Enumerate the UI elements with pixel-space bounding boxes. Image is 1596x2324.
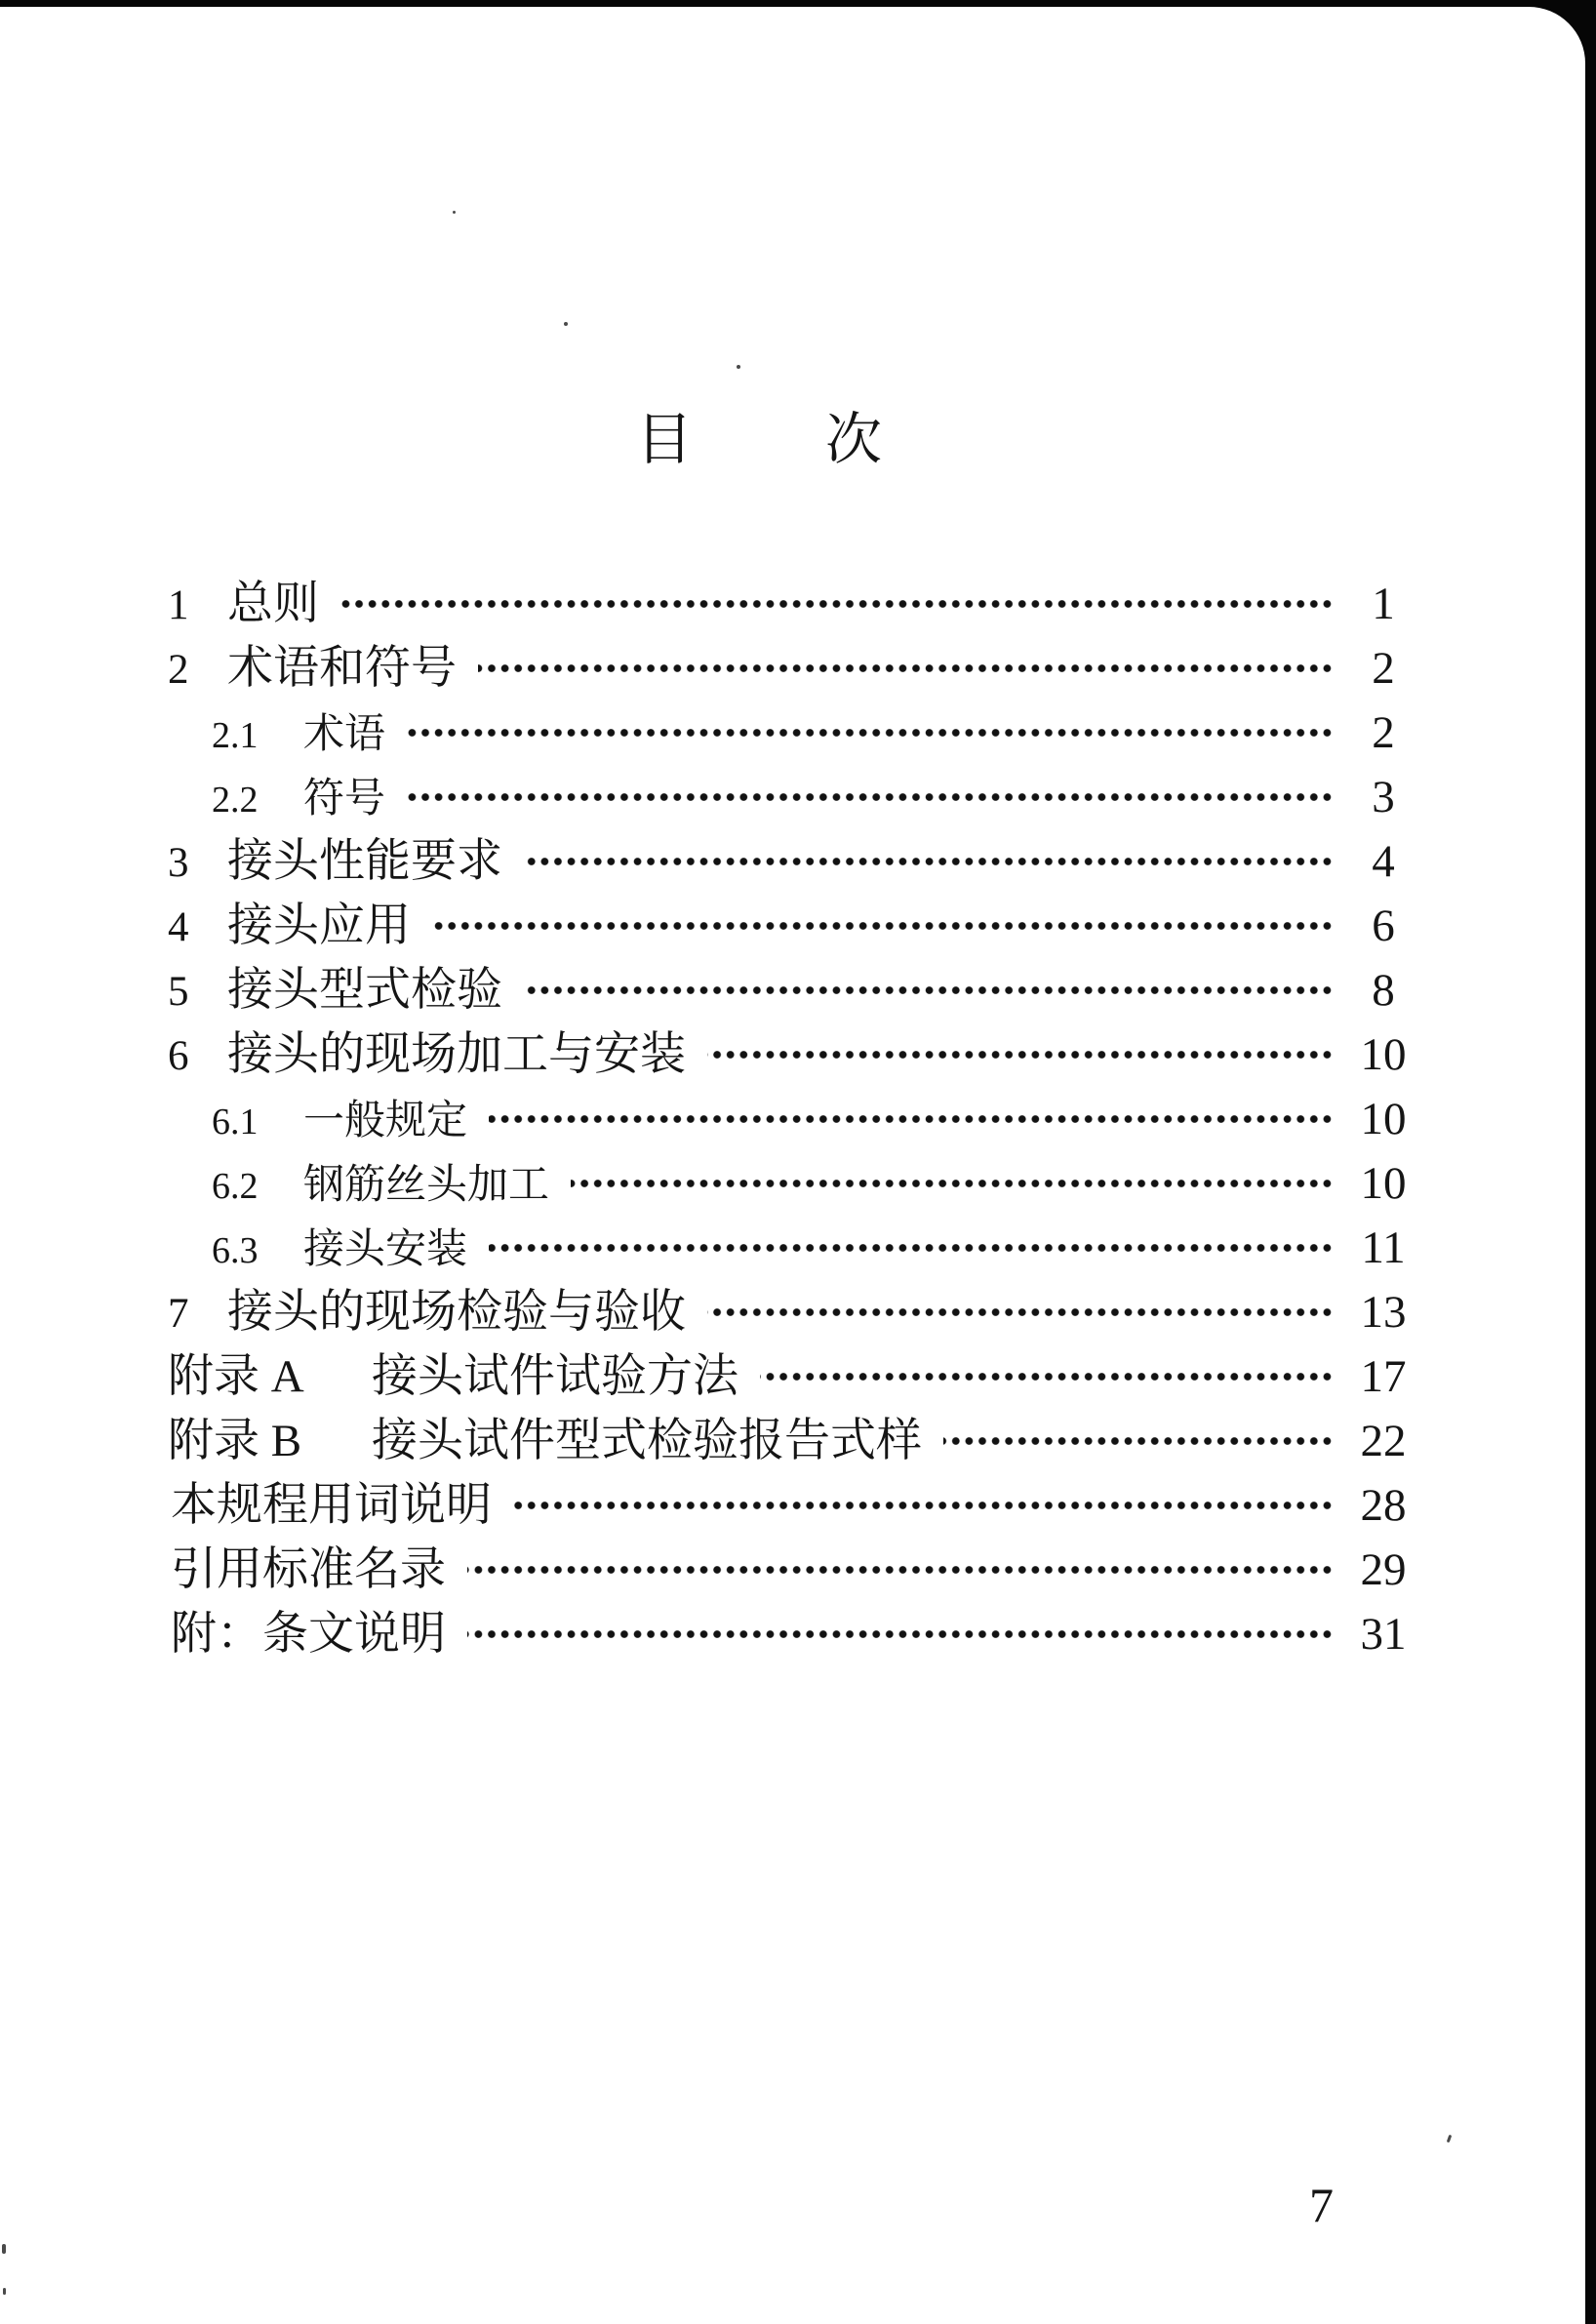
toc-entry-terms-explanation (0, 1473, 1420, 1538)
toc-entry-number: 3 (168, 840, 189, 886)
scan-speck (2, 2244, 6, 2254)
dot-leader (340, 598, 1335, 610)
toc-entry-label: 钢筋丝头加工 (303, 1163, 550, 1208)
page-title-char: 目 (636, 408, 694, 471)
dot-leader (478, 662, 1335, 674)
table-of-contents (0, 572, 1420, 1666)
page-title-char: 次 (824, 408, 882, 471)
scan-speck (3, 2288, 6, 2295)
toc-entry-number: 4 (168, 904, 189, 950)
toc-entry-label: 术语 (303, 712, 386, 757)
scan-edge-top (0, 0, 1596, 7)
scan-speck (1447, 2135, 1453, 2144)
scan-speck (737, 365, 740, 369)
toc-entry-6-2 (0, 1151, 1420, 1216)
dot-leader (524, 984, 1335, 996)
toc-entry-page: 11 (1361, 1222, 1406, 1273)
toc-entry-number: 2 (168, 647, 189, 693)
toc-entry-page: 1 (1372, 579, 1395, 629)
toc-entry-4 (0, 894, 1420, 958)
dot-leader (707, 1049, 1335, 1061)
toc-entry-label: 接头试件型式检验报告式样 (372, 1416, 922, 1466)
toc-entry-page: 10 (1360, 1158, 1407, 1209)
toc-entry-page: 22 (1360, 1416, 1407, 1466)
toc-entry-page: 10 (1360, 1029, 1407, 1080)
dot-leader (489, 1242, 1335, 1254)
toc-entry-number: 6.3 (212, 1230, 259, 1271)
dot-leader (571, 1178, 1335, 1189)
toc-entry-page: 13 (1360, 1287, 1407, 1338)
toc-entry-page: 31 (1360, 1609, 1407, 1660)
toc-entry-page: 4 (1372, 836, 1395, 887)
scan-speck (564, 322, 568, 326)
toc-entry-label: 一般规定 (303, 1099, 468, 1143)
toc-entry-page: 17 (1360, 1351, 1407, 1402)
toc-entry-label: 接头型式检验 (227, 965, 502, 1016)
toc-entry-7 (0, 1280, 1420, 1344)
toc-entry-6-3 (0, 1216, 1420, 1280)
toc-entry-number: 5 (168, 969, 189, 1015)
toc-entry-label: 术语和符号 (227, 643, 457, 694)
dot-leader (432, 920, 1335, 932)
toc-entry-2 (0, 636, 1420, 701)
toc-entry-clause-explanation (0, 1602, 1420, 1666)
toc-entry-3 (0, 829, 1420, 894)
toc-entry-number: 附录 A (168, 1351, 304, 1402)
dot-leader (467, 1564, 1335, 1576)
toc-entry-number: 7 (168, 1291, 189, 1337)
scan-speck (453, 211, 456, 214)
toc-entry-label: 接头的现场加工与安装 (227, 1029, 686, 1080)
toc-entry-number: 6.2 (212, 1166, 259, 1207)
toc-entry-label: 引用标准名录 (171, 1544, 446, 1595)
toc-entry-label: 接头试件试验方法 (372, 1351, 738, 1402)
dot-leader (467, 1628, 1335, 1640)
toc-entry-6-1 (0, 1087, 1420, 1151)
toc-entry-label: 接头安装 (303, 1227, 468, 1272)
toc-entry-label: 总则 (227, 579, 319, 629)
toc-entry-referenced-standards (0, 1538, 1420, 1602)
toc-entry-5 (0, 958, 1420, 1022)
toc-entry-1 (0, 572, 1420, 636)
toc-entry-number: 2.2 (212, 780, 259, 821)
dot-leader (513, 1500, 1335, 1511)
toc-entry-page: 2 (1372, 643, 1395, 694)
toc-entry-number: 1 (168, 582, 189, 628)
dot-leader (489, 1113, 1335, 1125)
toc-entry-number: 6.1 (212, 1102, 259, 1142)
dot-leader (943, 1435, 1335, 1447)
toc-entry-label: 接头的现场检验与验收 (227, 1287, 686, 1338)
toc-entry-appendix-a (0, 1344, 1420, 1409)
toc-entry-label: 符号 (303, 777, 386, 821)
dot-leader (407, 727, 1335, 739)
dot-leader (707, 1306, 1335, 1318)
toc-entry-label: 附：条文说明 (171, 1609, 446, 1660)
toc-entry-2-2 (0, 765, 1420, 829)
toc-entry-6 (0, 1022, 1420, 1087)
toc-entry-label: 接头性能要求 (227, 836, 502, 887)
toc-entry-label: 接头应用 (227, 901, 411, 951)
dot-leader (407, 791, 1335, 803)
toc-entry-page: 28 (1360, 1480, 1407, 1531)
toc-entry-number: 2.1 (212, 715, 259, 756)
toc-entry-page: 8 (1372, 965, 1395, 1016)
dot-leader (524, 856, 1335, 867)
toc-entry-page: 3 (1372, 772, 1395, 822)
toc-entry-appendix-b (0, 1409, 1420, 1473)
toc-entry-number: 附录 B (168, 1416, 302, 1466)
scan-edge-right (1585, 0, 1596, 2324)
toc-entry-page: 10 (1360, 1094, 1407, 1144)
toc-entry-page: 2 (1372, 707, 1395, 758)
toc-entry-page: 29 (1360, 1544, 1407, 1595)
dot-leader (760, 1371, 1335, 1382)
toc-entry-2-1 (0, 701, 1420, 765)
toc-entry-page: 6 (1372, 901, 1395, 951)
footer-page-number: 7 (1309, 2178, 1334, 2232)
toc-entry-label: 本规程用词说明 (171, 1480, 492, 1531)
toc-entry-number: 6 (168, 1033, 189, 1079)
page-title (636, 408, 882, 472)
